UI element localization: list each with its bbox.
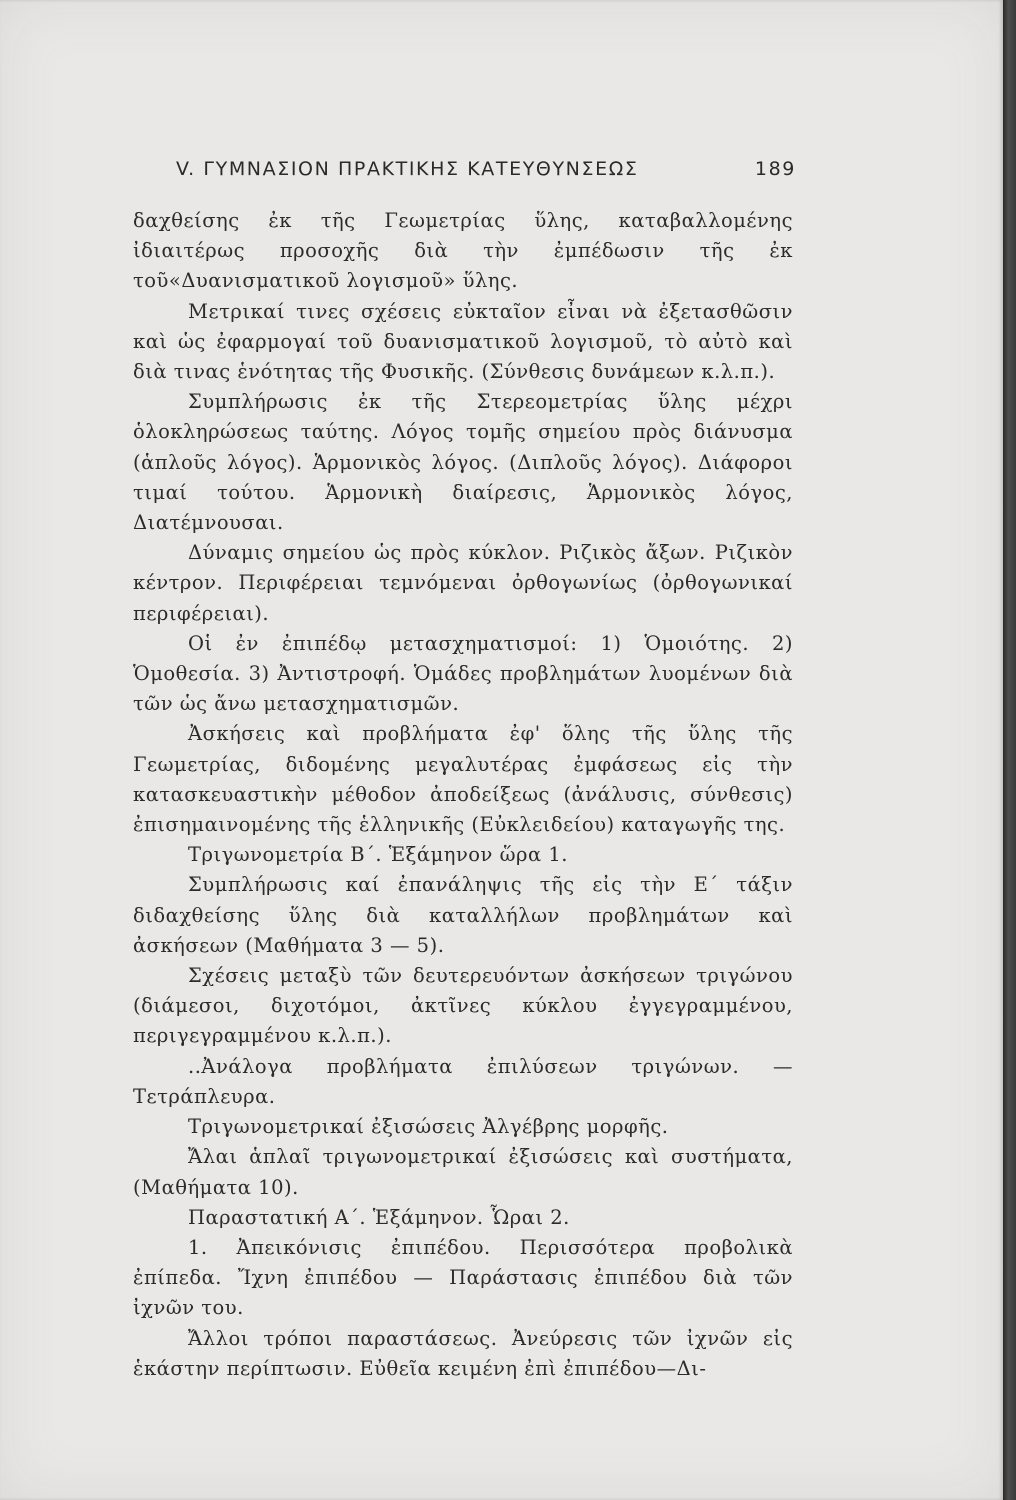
- paragraph: Συμπλήρωσις ἐκ τῆς Στερεομετρίας ὕλης μέχρι ὁλοκληρώσεως ταύτης. Λόγος τομῆς σημείου πρὸς διάνυσμα (ἁπλοῦς λόγος). Ἁρμονικὸς λόγος. (Διπλοῦς λόγος). Διάφοροι τιμαί τούτου. Ἁρμονικὴ διαίρεσις, Ἁρμονικὸς λόγος, Διατέμνουσαι.: [133, 390, 793, 535]
- paragraph: Οἱ ἐν ἐπιπέδῳ μετασχηματισμοί: 1) Ὁμοιότης. 2) Ὁμοθεσία. 3) Ἀντιστροφή. Ὁμάδες προβλημάτων λυομένων διὰ τῶν ὡς ἄνω μετασχηματισμῶν.: [133, 631, 793, 716]
- page-number: 189: [754, 158, 796, 180]
- paragraph: Μετρικαί τινες σχέσεις εὐκταῖον εἶναι νὰ ἐξετασθῶσιν καὶ ὡς ἐφαρμογαί τοῦ δυανισματικοῦ λογισμοῦ, τὸ αὐτὸ καὶ διὰ τινας ἑνότητας τῆς Φυσικῆς. (Σύνθεσις δυνάμεων κ.λ.π.).: [133, 299, 793, 384]
- paragraph: Ἄλλοι τρόποι παραστάσεως. Ἀνεύρεσις τῶν ἰχνῶν εἰς ἑκάστην περίπτωσιν. Εὐθεῖα κειμένη ἐπὶ ἐπιπέδου—Δι-: [133, 1326, 793, 1380]
- section-heading: Τριγωνομετρία Β΄. Ἑξάμηνον ὥρα 1.: [188, 843, 568, 867]
- paragraph: δαχθείσης ἐκ τῆς Γεωμετρίας ὕλης, καταβαλλομένης ἰδιαιτέρως προσοχῆς διὰ τὴν ἐμπέδωσιν τῆς ἐκ τοῦ«Δυανισματικοῦ λογισμοῦ» ὕλης.: [133, 209, 793, 293]
- page-edge: [1003, 0, 1016, 1500]
- paragraph: Ἀσκήσεις καὶ προβλήματα ἐφ' ὅλης τῆς ὕλης τῆς Γεωμετρίας, διδομένης μεγαλυτέρας ἐμφάσεως εἰς τὴν κατασκευαστικὴν μέθοδον ἀποδείξεως (ἀνάλυσις, σύνθεσις) ἐπισημαινομένης τῆς ἑλληνικῆς (Εὐκλειδείου) καταγωγῆς της.: [133, 722, 793, 837]
- paragraph: Ἄλαι ἁπλαῖ τριγωνομετρικαί ἐξισώσεις καὶ συστήματα, (Μαθήματα 10).: [133, 1145, 793, 1199]
- running-header: [176, 158, 796, 188]
- paragraph: 1. Ἀπεικόνισις ἐπιπέδου. Περισσότερα προβολικὰ ἐπίπεδα. Ἴχνη ἐπιπέδου — Παράστασις ἐπιπέδου διὰ τῶν ἰχνῶν του.: [133, 1235, 793, 1320]
- paragraph: Σχέσεις μεταξὺ τῶν δευτερευόντων ἀσκήσεων τριγώνου (διάμεσοι, διχοτόμοι, ἀκτῖνες κύκλου ἐγγεγραμμένου, περιγεγραμμένου κ.λ.π.).: [133, 964, 793, 1048]
- header-title: V. ΓΥΜΝΑΣΙΟΝ ΠΡΑΚΤΙΚΗΣ ΚΑΤΕΥΘΥΝΣΕΩΣ: [176, 158, 639, 180]
- section-heading: Παραστατική Α΄. Ἑξάμηνον. Ὧραι 2.: [188, 1205, 570, 1229]
- paragraph: ..Ἀνάλογα προβλήματα ἐπιλύσεων τριγώνων. — Τετράπλευρα.: [133, 1054, 793, 1108]
- paragraph: Δύναμις σημείου ὡς πρὸς κύκλον. Ριζικὸς ἄξων. Ριζικὸν κέντρον. Περιφέρειαι τεμνόμεναι ὀρθογωνίως (ὀρθογωνικαί περιφέρειαι).: [133, 541, 793, 625]
- body-text: [133, 206, 793, 1384]
- paragraph: Συμπλήρωσις καί ἐπανάληψις τῆς εἰς τὴν Ε΄ τάξιν διδαχθείσης ὕλης διὰ καταλλήλων προβλημάτων καὶ ἀσκήσεων (Μαθήματα 3 — 5).: [133, 873, 793, 957]
- paragraph: Τριγωνομετρικαί ἐξισώσεις Ἀλγέβρης μορφῆς.: [188, 1115, 669, 1139]
